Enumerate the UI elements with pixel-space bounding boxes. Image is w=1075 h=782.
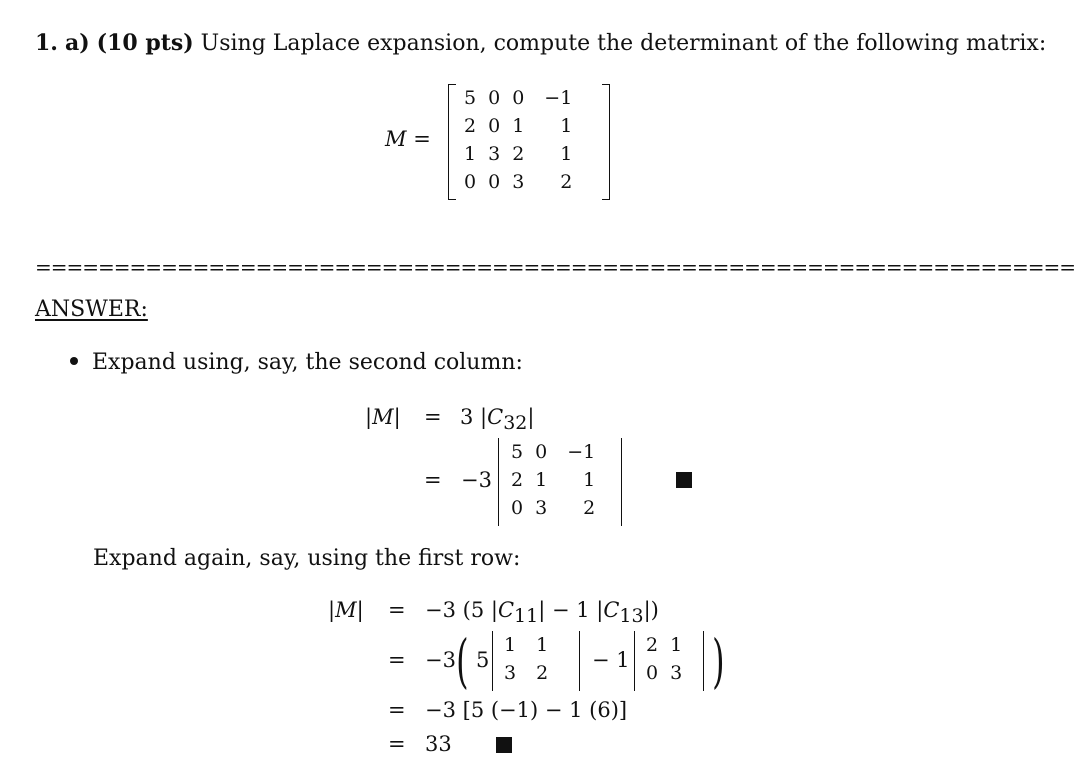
matrix-entry: 2	[536, 662, 549, 684]
matrix-entry: 5	[464, 87, 477, 109]
problem-text: Using Laplace expansion, compute the determinant of the following matrix:	[200, 31, 1047, 56]
matrix-entry: 2	[560, 171, 573, 193]
matrix-entry: 3	[488, 143, 501, 165]
matrix-entry: 1	[536, 634, 549, 656]
matrix-entry: 1	[670, 634, 683, 656]
step2-five: 5	[476, 648, 490, 672]
matrix-entry: 0	[464, 171, 477, 193]
step2-minus-one: − 1	[592, 648, 630, 672]
step1-minor-entries	[505, 438, 601, 522]
matrix-entry: 1	[504, 634, 517, 656]
qed-mark-final	[496, 737, 512, 753]
matrix-entry: −1	[544, 87, 573, 109]
matrix-entry: 1	[512, 115, 525, 137]
left-bracket	[448, 84, 456, 200]
matrix-entry: 2	[512, 143, 525, 165]
step2-minorA-entries	[498, 631, 554, 687]
det-bar-left	[498, 438, 499, 526]
matrix-M-entries	[458, 84, 578, 196]
matrix-entry: 0	[488, 171, 501, 193]
matrix-entry: 1	[535, 469, 548, 491]
matrix-entry: 0	[488, 87, 501, 109]
step2-eq4: =	[388, 732, 406, 756]
step2-line1: −3 (5 $|C_{11}| - 1$ $|C_{13}|$)	[425, 598, 659, 628]
qed-mark	[676, 472, 692, 488]
step2-eq3: =	[388, 698, 406, 722]
matrix-entry: 2	[464, 115, 477, 137]
step1-eq1: =	[424, 405, 442, 429]
step2-eq1: =	[388, 598, 406, 622]
matrix-entry: 2	[646, 634, 659, 656]
step2-minorB-entries	[640, 631, 688, 687]
step1-line1: 3 $|C_{32}|$	[460, 405, 535, 435]
matrix-entry: 1	[560, 115, 573, 137]
matrix-entry: 1	[583, 469, 596, 491]
step2-minorA-det	[492, 631, 582, 691]
matrix-entry: 3	[512, 171, 525, 193]
matrix-entry: −1	[567, 441, 596, 463]
step2-intro: Expand again, say, using the first row:	[93, 546, 521, 571]
step1-eq2: =	[424, 468, 442, 492]
step1-lhs: |M|	[365, 405, 401, 429]
matrix-entry: 0	[535, 441, 548, 463]
step2-eq2: =	[388, 648, 406, 672]
step2-minorB-det	[634, 631, 706, 691]
matrix-label: M =	[385, 127, 431, 151]
answer-label: ANSWER:	[35, 297, 148, 322]
matrix-entry: 0	[646, 662, 659, 684]
matrix-entry: 2	[583, 497, 596, 519]
matrix-entry: 1	[560, 143, 573, 165]
step2-coef: −3	[425, 648, 456, 672]
left-paren: (	[456, 627, 469, 695]
matrix-entry: 0	[488, 115, 501, 137]
bullet-icon	[70, 357, 78, 365]
matrix-entry: 2	[511, 469, 524, 491]
matrix-entry: 3	[504, 662, 517, 684]
problem-statement	[35, 30, 1046, 56]
step1-minor-det	[498, 438, 624, 526]
step2-lhs: |M|	[328, 598, 364, 622]
problem-part: a)	[64, 30, 90, 56]
matrix-entry: 0	[511, 497, 524, 519]
right-paren: )	[712, 627, 725, 695]
matrix-entry: 0	[512, 87, 525, 109]
matrix-entry: 3	[670, 662, 683, 684]
problem-number: 1.	[35, 30, 58, 56]
separator-line: ==================================================================	[35, 255, 1075, 279]
step1-intro: Expand using, say, the second column:	[70, 350, 523, 375]
matrix-entry: 3	[535, 497, 548, 519]
step2-line3: −3 [5 (−1) − 1 (6)]	[425, 698, 628, 722]
step1-coef: −3	[461, 468, 492, 492]
det-bar-right	[621, 438, 622, 526]
right-bracket	[602, 84, 610, 200]
problem-points: (10 pts)	[96, 30, 194, 56]
matrix-entry: 1	[464, 143, 477, 165]
matrix-M	[448, 84, 610, 200]
step2-result: 33	[425, 732, 452, 756]
matrix-entry: 5	[511, 441, 524, 463]
